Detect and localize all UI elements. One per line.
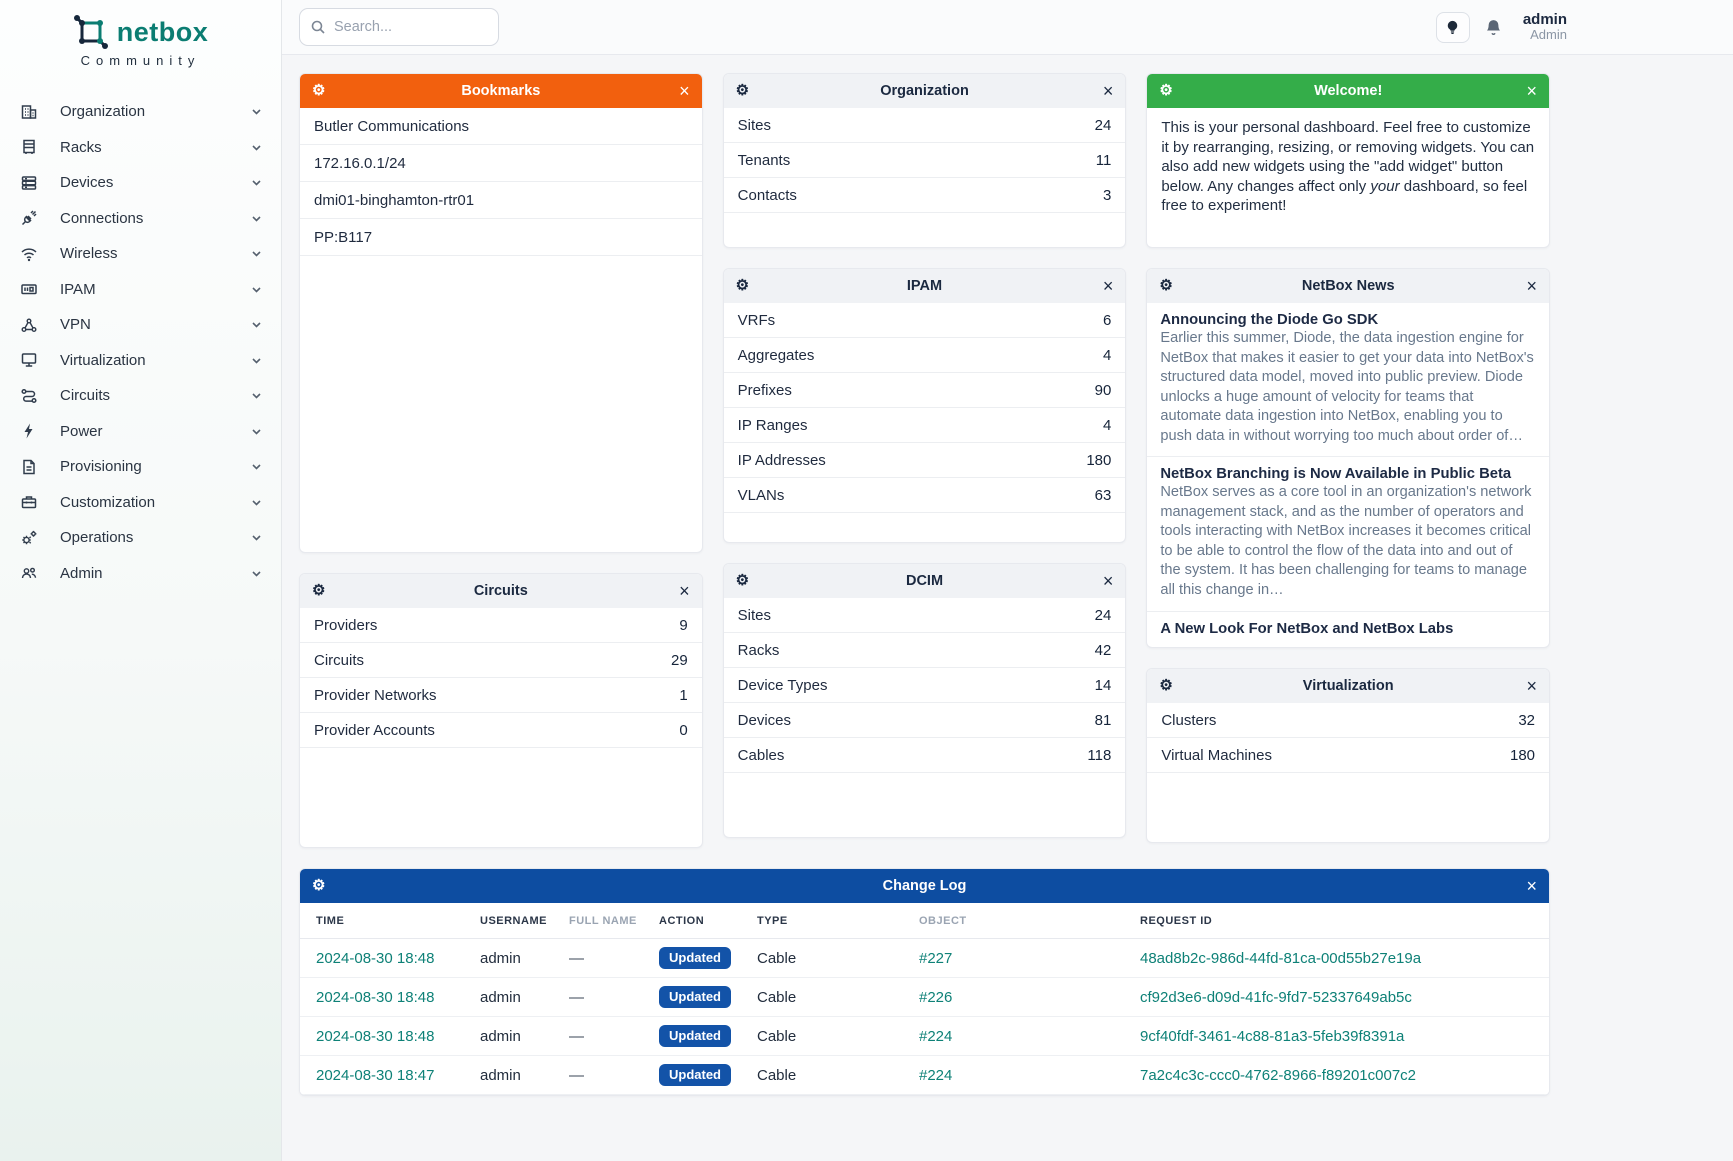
changelog-object-link[interactable]: #224: [919, 1066, 953, 1084]
action-badge: Updated: [659, 1064, 731, 1086]
stat-value: 14: [1094, 677, 1112, 694]
sidebar-item-label: Organization: [60, 103, 146, 121]
sidebar-item-wireless[interactable]: [0, 236, 281, 272]
main-area: [282, 0, 1733, 1161]
close-icon[interactable]: ×: [679, 581, 690, 601]
bookmark-link[interactable]: 172.16.0.1/24: [300, 145, 702, 182]
user-name: admin: [1522, 10, 1567, 28]
table-row: [300, 1017, 1549, 1056]
gear-icon[interactable]: ⚙: [735, 572, 750, 589]
stat-label[interactable]: IP Addresses: [737, 452, 826, 469]
stat-label[interactable]: Device Types: [737, 677, 828, 694]
sidebar-item-label: IPAM: [60, 280, 96, 298]
stat-value: 9: [679, 617, 688, 634]
chevron-down-icon: [250, 247, 263, 260]
document-icon: [20, 458, 38, 476]
toolbox-icon: [20, 493, 38, 511]
sidebar-item-label: Admin: [60, 564, 103, 582]
stat-label[interactable]: VRFs: [737, 312, 776, 329]
monitor-icon: [20, 351, 38, 369]
stat-value: 81: [1094, 712, 1112, 729]
stat-row: [724, 633, 1126, 668]
stat-value: 24: [1094, 117, 1112, 134]
widget-welcome: [1146, 73, 1550, 248]
changelog-request-id-link[interactable]: cf92d3e6-d09d-41fc-9fd7-52337649ab5c: [1140, 988, 1412, 1006]
gear-icon[interactable]: ⚙: [312, 582, 326, 599]
close-icon[interactable]: ×: [1526, 876, 1537, 896]
changelog-type: Cable: [747, 1017, 909, 1056]
close-icon[interactable]: ×: [1102, 571, 1114, 591]
column-header-action: ACTION: [649, 903, 747, 939]
bolt-icon: [20, 422, 38, 440]
stat-value: 32: [1518, 712, 1536, 729]
theme-toggle-button[interactable]: [1436, 12, 1470, 43]
stat-row: [724, 303, 1126, 338]
sidebar-item-provisioning[interactable]: [0, 449, 281, 485]
close-icon[interactable]: ×: [1102, 81, 1114, 101]
stat-row: [300, 713, 702, 748]
stat-label[interactable]: Sites: [737, 117, 772, 134]
table-row: [300, 1056, 1549, 1095]
stat-value: 24: [1094, 607, 1112, 624]
sidebar-item-label: Power: [60, 422, 103, 440]
stat-value: 3: [1103, 187, 1112, 204]
news-body: Earlier this summer, Diode, the data ingestion engine for NetBox that makes it easier to get your data into NetBox's structured data model, moved into public preview. Diode unlocks a huge amount of velocity for teams that automate data ingestion into NetBox, enabling you to push data in without worrying too much about order of…: [1160, 330, 1534, 444]
column-header-full-name: FULL NAME: [559, 903, 649, 939]
stat-label[interactable]: Devices: [737, 712, 792, 729]
close-icon[interactable]: ×: [1526, 81, 1538, 101]
stat-label[interactable]: Provider Networks: [314, 687, 437, 704]
changelog-time-link[interactable]: 2024-08-30 18:48: [316, 988, 435, 1006]
news-headline[interactable]: NetBox Branching is Now Available in Public Beta: [1160, 466, 1512, 483]
sidebar-item-customization[interactable]: [0, 485, 281, 521]
stat-row: [724, 178, 1126, 213]
stat-label[interactable]: Tenants: [737, 152, 791, 169]
changelog-request-id-link[interactable]: 48ad8b2c-986d-44fd-81ca-00d55b27e19a: [1140, 949, 1422, 967]
widget-title: Bookmarks: [461, 83, 541, 99]
chevron-down-icon: [250, 460, 263, 473]
widget-title: Change Log: [882, 878, 967, 894]
widget-header: [300, 869, 1549, 903]
sidebar: [0, 0, 282, 1161]
stat-value: 29: [670, 652, 688, 669]
column-header-request-id: REQUEST ID: [1130, 903, 1549, 939]
changelog-full-name: —: [559, 978, 649, 1017]
widget-bookmarks: [299, 73, 703, 553]
plug-icon: [20, 209, 38, 227]
search-icon: [310, 19, 326, 35]
brand[interactable]: [0, 10, 281, 68]
sidebar-item-label: Customization: [60, 493, 156, 511]
wifi-icon: [20, 245, 38, 263]
sidebar-item-vpn[interactable]: [0, 307, 281, 343]
widget-header: [1147, 669, 1549, 703]
user-role: Admin: [1530, 27, 1567, 43]
stat-value: 180: [1086, 452, 1112, 469]
sidebar-item-label: Racks: [60, 138, 102, 156]
chevron-down-icon: [250, 212, 263, 225]
sidebar-item-label: Connections: [60, 209, 144, 227]
stat-row: [724, 703, 1126, 738]
widget-title: IPAM: [906, 278, 943, 294]
stat-label[interactable]: VLANs: [737, 487, 785, 504]
changelog-object-link[interactable]: #227: [919, 949, 953, 967]
widget-change-log: [299, 868, 1550, 1096]
news-headline[interactable]: Announcing the Diode Go SDK: [1160, 312, 1379, 328]
column-header-type: TYPE: [747, 903, 909, 939]
stat-value: 1: [679, 687, 688, 704]
stat-row: [724, 478, 1126, 513]
sidebar-item-virtualization[interactable]: [0, 343, 281, 379]
changelog-type: Cable: [747, 939, 909, 978]
users-icon: [20, 564, 38, 582]
changelog-username: admin: [470, 1056, 559, 1095]
table-row: [300, 978, 1549, 1017]
sidebar-item-power[interactable]: [0, 414, 281, 450]
search-box[interactable]: [299, 8, 499, 46]
action-badge: Updated: [659, 1025, 731, 1047]
sidebar-item-organization[interactable]: [0, 94, 281, 130]
chevron-down-icon: [250, 389, 263, 402]
action-badge: Updated: [659, 986, 731, 1008]
stat-label[interactable]: Virtual Machines: [1161, 747, 1272, 764]
netbox-logo: [73, 14, 109, 50]
bookmark-link[interactable]: PP:B117: [300, 219, 702, 256]
news-body: NetBox serves as a core tool in an organization's network management stack, and as the number of operators and tools interacting with NetBox increases it becomes critical to be able to control the flow of the data into and out of the system. It has been challenging for teams to manage all this change in…: [1160, 484, 1532, 599]
route-icon: [20, 387, 38, 405]
sidebar-item-circuits[interactable]: [0, 378, 281, 414]
stat-row: [724, 598, 1126, 633]
stat-row: [724, 668, 1126, 703]
stat-row: [724, 443, 1126, 478]
sidebar-item-label: Operations: [60, 529, 134, 547]
stat-value: 42: [1094, 642, 1112, 659]
stat-value: 63: [1094, 487, 1112, 504]
stat-row: [300, 643, 702, 678]
stat-value: 6: [1103, 312, 1112, 329]
stat-label[interactable]: Clusters: [1161, 712, 1217, 729]
stat-label[interactable]: Prefixes: [737, 382, 792, 399]
widget-header: [724, 564, 1126, 598]
chevron-down-icon: [250, 531, 263, 544]
sidebar-item-label: Wireless: [60, 245, 118, 263]
chevron-down-icon: [250, 318, 263, 331]
sidebar-item-label: VPN: [60, 316, 91, 334]
widget-organization: [723, 73, 1127, 248]
chevron-down-icon: [250, 496, 263, 509]
close-icon[interactable]: ×: [1526, 276, 1538, 296]
changelog-type: Cable: [747, 978, 909, 1017]
widget-header: [1147, 269, 1549, 303]
stat-label[interactable]: Providers: [314, 617, 378, 634]
change-log-table: [300, 903, 1549, 1095]
stat-value: 90: [1094, 382, 1112, 399]
stat-row: [300, 608, 702, 643]
changelog-type: Cable: [747, 1056, 909, 1095]
search-input[interactable]: [334, 19, 488, 35]
gear-icon[interactable]: ⚙: [1159, 277, 1173, 294]
news-headline[interactable]: A New Look For NetBox and NetBox Labs: [1160, 620, 1454, 637]
network-nodes-icon: [20, 316, 38, 334]
widget-circuits: [299, 573, 703, 848]
widget-header: [300, 574, 702, 608]
stat-row: [724, 738, 1126, 773]
changelog-time-link[interactable]: 2024-08-30 18:48: [316, 949, 435, 967]
stat-value: 4: [1103, 347, 1112, 364]
widget-netbox-news: [1146, 268, 1550, 648]
gear-icon[interactable]: ⚙: [312, 877, 326, 894]
changelog-username: admin: [470, 1017, 559, 1056]
changelog-object-link[interactable]: #226: [919, 988, 953, 1006]
stat-row: [724, 338, 1126, 373]
light-bulb-icon: [1445, 20, 1460, 35]
changelog-full-name: —: [559, 1056, 649, 1095]
gear-icon[interactable]: ⚙: [735, 277, 750, 294]
stat-label[interactable]: Sites: [737, 607, 772, 624]
sidebar-item-ipam[interactable]: [0, 272, 281, 308]
widget-title: Virtualization: [1302, 678, 1394, 694]
widget-title: NetBox News: [1301, 278, 1395, 294]
changelog-time-link[interactable]: 2024-08-30 18:47: [316, 1066, 435, 1084]
sidebar-item-operations[interactable]: [0, 520, 281, 556]
column-header-object: OBJECT: [909, 903, 1130, 939]
stat-row: [724, 143, 1126, 178]
widget-header: [300, 74, 702, 108]
chevron-down-icon: [250, 567, 263, 580]
user-menu[interactable]: [1523, 11, 1567, 43]
rack-icon: [20, 138, 38, 156]
brand-name: netbox: [116, 16, 209, 47]
topbar: [282, 0, 1733, 55]
widget-header: [724, 74, 1126, 108]
column-header-time: TIME: [300, 903, 470, 939]
changelog-full-name: —: [559, 939, 649, 978]
close-icon[interactable]: ×: [1102, 276, 1114, 296]
news-item: [1147, 612, 1549, 648]
sidebar-item-devices[interactable]: [0, 165, 281, 201]
stat-value: 11: [1095, 152, 1112, 169]
stat-label[interactable]: Racks: [737, 642, 780, 659]
close-icon[interactable]: ×: [1526, 676, 1538, 696]
sidebar-item-label: Virtualization: [60, 351, 146, 369]
brand-subtitle: Community: [80, 53, 201, 68]
sidebar-item-racks[interactable]: [0, 130, 281, 166]
widget-ipam: [723, 268, 1127, 543]
bookmark-link[interactable]: dmi01-binghamton-rtr01: [300, 182, 702, 219]
stat-row: [724, 373, 1126, 408]
ip-chip-icon: [20, 280, 38, 298]
widget-virtualization: [1146, 668, 1550, 843]
welcome-text: This is your personal dashboard. Feel free to customize it by rearranging, resizing, or removing widgets. You can also add new widgets using the "add widget" button below. Any changes affect only your dashboard, so feel free to experiment!: [1161, 119, 1535, 214]
changelog-username: admin: [470, 939, 559, 978]
stat-value: 180: [1509, 747, 1536, 764]
chevron-down-icon: [250, 141, 263, 154]
close-icon[interactable]: ×: [679, 81, 690, 101]
gear-icon[interactable]: ⚙: [1159, 82, 1173, 99]
changelog-request-id-link[interactable]: 9cf40fdf-3461-4c88-81a3-5feb39f8391a: [1140, 1027, 1405, 1045]
gear-icon[interactable]: ⚙: [735, 82, 750, 99]
chevron-down-icon: [250, 283, 263, 296]
widget-dcim: [723, 563, 1127, 838]
stat-label[interactable]: Circuits: [314, 652, 365, 669]
chevron-down-icon: [250, 105, 263, 118]
widget-header: [1147, 74, 1549, 108]
sidebar-item-label: Provisioning: [60, 458, 142, 476]
server-icon: [20, 174, 38, 192]
stat-value: 118: [1087, 747, 1112, 764]
widget-title: DCIM: [905, 573, 944, 589]
stat-label[interactable]: Aggregates: [737, 347, 815, 364]
news-item: [1147, 457, 1549, 611]
changelog-username: admin: [470, 978, 559, 1017]
widget-title: Circuits: [473, 583, 528, 599]
widget-title: Organization: [880, 83, 969, 99]
sidebar-nav: [0, 94, 281, 591]
stat-row: [724, 108, 1126, 143]
changelog-full-name: —: [559, 1017, 649, 1056]
chevron-down-icon: [250, 354, 263, 367]
chevron-down-icon: [250, 425, 263, 438]
sidebar-item-connections[interactable]: [0, 201, 281, 237]
stat-row: [1147, 738, 1549, 773]
stat-row: [300, 678, 702, 713]
sidebar-item-label: Circuits: [60, 387, 111, 405]
bell-icon[interactable]: [1484, 18, 1503, 37]
gear-icon[interactable]: ⚙: [1159, 677, 1173, 694]
widget-title: Welcome!: [1314, 83, 1383, 99]
stat-value: 0: [679, 722, 688, 739]
stat-label[interactable]: Cables: [737, 747, 785, 764]
action-badge: Updated: [659, 947, 731, 969]
sidebar-item-label: Devices: [60, 174, 114, 192]
stat-row: [724, 408, 1126, 443]
stat-value: 4: [1103, 417, 1112, 434]
gears-icon: [20, 529, 38, 547]
changelog-object-link[interactable]: #224: [919, 1027, 953, 1045]
stat-label[interactable]: Provider Accounts: [314, 722, 435, 739]
stat-label[interactable]: IP Ranges: [737, 417, 808, 434]
building-icon: [20, 103, 38, 121]
column-header-username: USERNAME: [470, 903, 559, 939]
changelog-request-id-link[interactable]: 7a2c4c3c-ccc0-4762-8966-f89201c007c2: [1140, 1066, 1417, 1084]
stat-row: [1147, 703, 1549, 738]
changelog-time-link[interactable]: 2024-08-30 18:48: [316, 1027, 435, 1045]
table-header-row: [300, 903, 1549, 939]
sidebar-item-admin[interactable]: [0, 556, 281, 592]
table-row: [300, 939, 1549, 978]
chevron-down-icon: [250, 176, 263, 189]
stat-label[interactable]: Contacts: [737, 187, 797, 204]
gear-icon[interactable]: ⚙: [312, 82, 326, 99]
bookmark-link[interactable]: Butler Communications: [300, 108, 702, 145]
news-item: [1147, 303, 1549, 457]
dashboard-content: [282, 55, 1733, 1096]
widget-header: [724, 269, 1126, 303]
